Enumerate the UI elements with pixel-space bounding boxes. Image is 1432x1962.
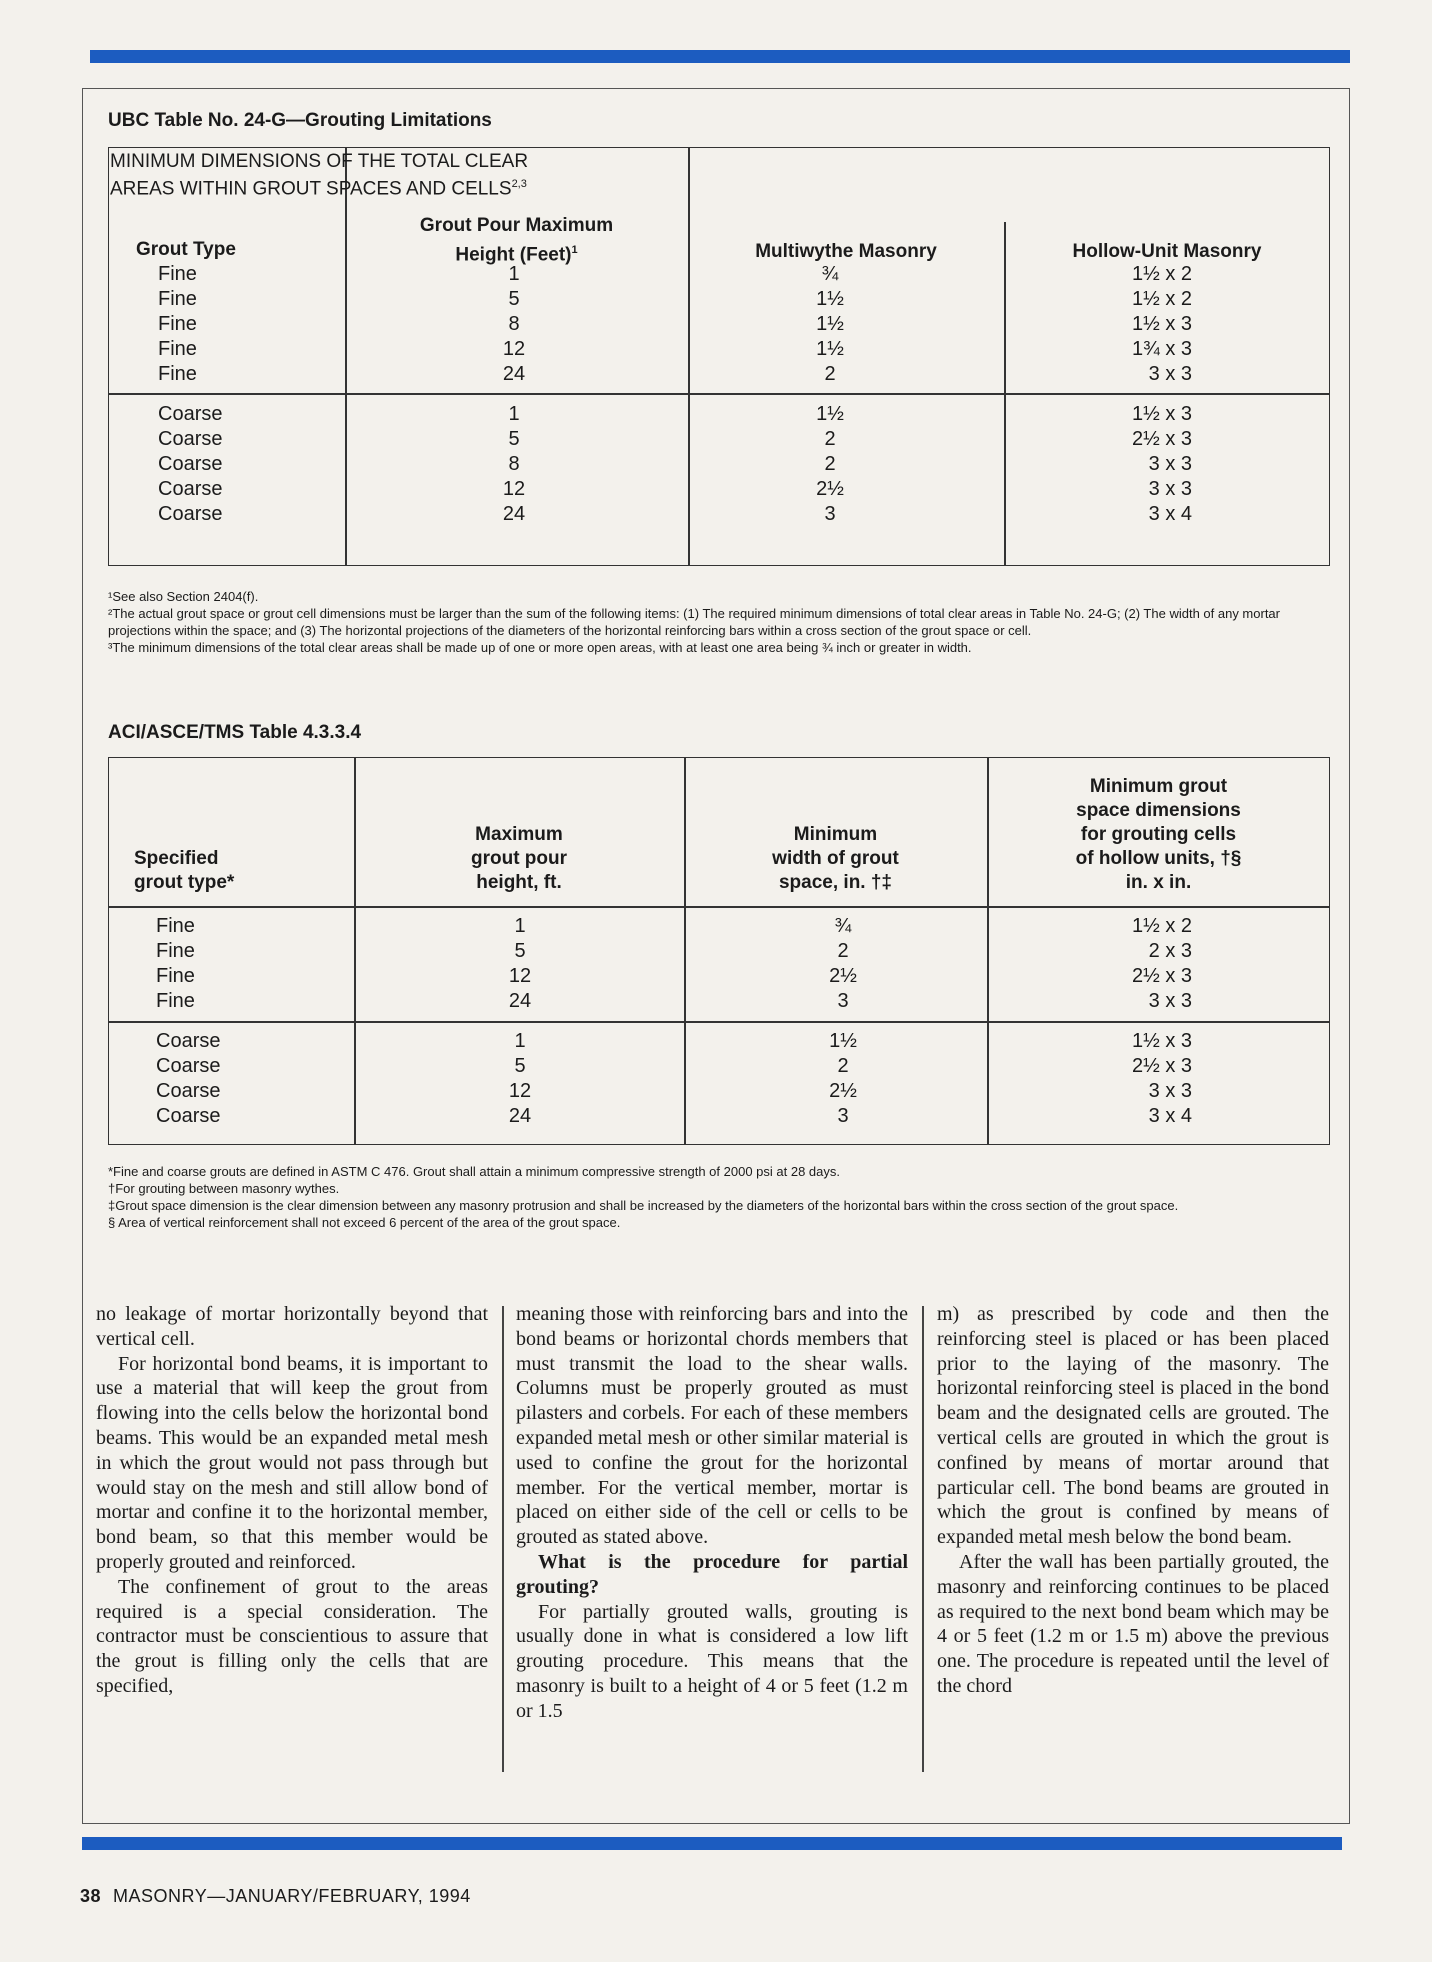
- aci-coarse-dims: 1½ x 3 2½ x 3 3 x 3 3 x 4: [1131, 1030, 1192, 1127]
- aci-group-divider: [108, 1021, 1330, 1023]
- column-separator-1: [502, 1306, 504, 1772]
- body-column-3: [937, 1302, 1329, 1699]
- page-footer: [80, 1886, 471, 1907]
- aci-coarse-widths: 1½ 2 2½ 3: [829, 1030, 857, 1127]
- publication-name: MASONRY—JANUARY/FEBRUARY, 1994: [113, 1886, 471, 1906]
- body-column-2: [516, 1302, 908, 1724]
- ubc-coarse-heights: 1 5 8 12 24: [502, 403, 526, 525]
- page-number: 38: [80, 1886, 102, 1906]
- ubc-fine-heights: 1 5 8 12 24: [502, 263, 526, 385]
- aci-col-width-header: Minimum width of grout space, in. †‡: [772, 824, 899, 893]
- aci-header-divider: [108, 906, 1330, 908]
- aci-table-title: ACI/ASCE/TMS Table 4.3.3.4: [108, 722, 362, 743]
- body-paragraph: no leakage of mortar horizontally beyond that vertical cell.: [96, 1303, 488, 1350]
- body-paragraph: The confinement of grout to the areas required is a special consideration. The contractor must be conscientious to assure that the grout is filling only the cells that are specified,: [96, 1575, 488, 1697]
- ubc-divider-1: [345, 147, 347, 566]
- body-paragraph: For horizontal bond beams, it is important to use a material that will keep the grout from flowing into the cells below the horizontal bond beams. This would be an expanded metal mesh in which the grout would not pass through but would stay on the mesh and still allow bond of mortar and confine it to the horizontal member, bond beam, so that this member would be properly grouted and reinforced.: [96, 1352, 488, 1573]
- body-column-1: [96, 1302, 488, 1699]
- ubc-footnotes: [108, 588, 1330, 656]
- column-separator-2: [922, 1306, 924, 1772]
- aci-coarse-heights: 1 5 12 24: [508, 1030, 532, 1127]
- aci-footnotes: [108, 1163, 1330, 1231]
- ubc-coarse-hollow: 1½ x 3 2½ x 3 3 x 3 3 x 3 3 x 4: [1131, 403, 1192, 525]
- body-paragraph: m) as prescribed by code and then the reinforcing steel is placed or has been placed prior to the laying of the masonry. The horizontal reinforcing steel is placed in the bond beam and the designated cells are grouted. The vertical cells are grouted in which the grout is confined by means of mortar around that particular cell. The bond beams are grouted in which the grout is confined by means of expanded metal mesh below the bond beam.: [937, 1303, 1329, 1549]
- ubc-divider-2: [688, 147, 690, 566]
- ubc-col-multiwythe-header: Multiwythe Masonry: [755, 241, 937, 262]
- aci-fine-dims: 1½ x 2 2 x 3 2½ x 3 3 x 3: [1131, 915, 1192, 1012]
- aci-fine-types: Fine Fine Fine Fine: [156, 915, 195, 1012]
- aci-col-height-header: Maximum grout pour height, ft.: [470, 824, 568, 893]
- aci-coarse-types: Coarse Coarse Coarse Coarse: [156, 1030, 221, 1127]
- ubc-col-grout-type-header: Grout Type: [136, 239, 236, 260]
- body-paragraph: After the wall has been partially grouted, the masonry and reinforcing continues to be placed as required to the next bond beam which may be 4 or 5 feet (1.2 m or 1.5 m) above the previous one. The procedure is repeated until the level of the chord: [937, 1550, 1329, 1697]
- section-heading: What is the procedure for partial grouting?: [516, 1550, 908, 1598]
- aci-fine-heights: 1 5 12 24: [508, 915, 532, 1012]
- ubc-fine-multiwythe: ¾ 1½ 1½ 1½ 2: [816, 263, 844, 385]
- aci-footnote-4: § Area of vertical reinforcement shall not exceed 6 percent of the area of the grout space.: [108, 1215, 621, 1230]
- ubc-footnote-2: ²The actual grout space or grout cell dimensions must be larger than the sum of the following items: (1) The required minimum dimensions of total clear areas in Table No. 24-G; (2) The width of any mortar projections within the space; and (3) The horizontal projections of the diameters of the horizontal reinforcing bars within a cross section of the grout space or cell.: [108, 606, 1280, 638]
- aci-divider-1: [354, 757, 356, 1145]
- ubc-footnote-3: ³The minimum dimensions of the total clear areas shall be made up of one or more open areas, with at least one area being ¾ inch or greater in width.: [108, 640, 972, 655]
- ubc-fine-hollow: 1½ x 2 1½ x 2 1½ x 3 1¾ x 3 3 x 3: [1131, 263, 1192, 385]
- top-accent-bar: [90, 50, 1350, 63]
- ubc-footnote-1: ¹See also Section 2404(f).: [108, 589, 259, 604]
- bottom-accent-bar: [82, 1837, 1342, 1850]
- ubc-group-divider: [108, 393, 1330, 395]
- body-paragraph: meaning those with reinforcing bars and into the bond beams or horizontal chords members that must transmit the load to the shear walls. Columns must be properly grouted as must pilasters and corbels. For each of these members expanded metal mesh or other similar material is used to confine the grout for the horizontal member. For the vertical member, mortar is placed on either side of the cell or cells to be grouted as stated above.: [516, 1303, 908, 1549]
- aci-col-dims-header: Minimum grout space dimensions for grouting cells of hollow units, †§ in. x in.: [1075, 776, 1242, 893]
- ubc-coarse-types: Coarse Coarse Coarse Coarse Coarse: [158, 403, 223, 525]
- ubc-fine-types: Fine Fine Fine Fine Fine: [158, 263, 197, 385]
- ubc-col-height-header: Grout Pour Maximum Height (Feet)$^1$: [419, 215, 614, 266]
- ubc-col-hollow-header: Hollow-Unit Masonry: [1072, 241, 1262, 262]
- ubc-top-header: MINIMUM DIMENSIONS OF THE TOTAL CLEAR AREAS WITHIN GROUT SPACES AND CELLS$^{2,3}$: [110, 151, 529, 200]
- ubc-table-title: UBC Table No. 24-G—Grouting Limitations: [108, 110, 492, 131]
- aci-footnote-2: †For grouting between masonry wythes.: [108, 1181, 340, 1196]
- aci-col-grout-type-header: Specified grout type*: [134, 848, 235, 893]
- aci-footnote-3: ‡Grout space dimension is the clear dimension between any masonry protrusion and shall be increased by the diameters of the horizontal bars within the cross section of the grout space.: [108, 1198, 1179, 1213]
- aci-divider-2: [684, 757, 686, 1145]
- aci-fine-widths: ¾ 2 2½ 3: [829, 915, 857, 1012]
- ubc-coarse-multiwythe: 1½ 2 2 2½ 3: [816, 403, 844, 525]
- aci-footnote-1: *Fine and coarse grouts are defined in ASTM C 476. Grout shall attain a minimum compressive strength of 2000 psi at 28 days.: [108, 1164, 840, 1179]
- body-paragraph: For partially grouted walls, grouting is usually done in what is considered a low lift grouting procedure. This means that the masonry is built to a height of 4 or 5 feet (1.2 m or 1.5: [516, 1600, 908, 1722]
